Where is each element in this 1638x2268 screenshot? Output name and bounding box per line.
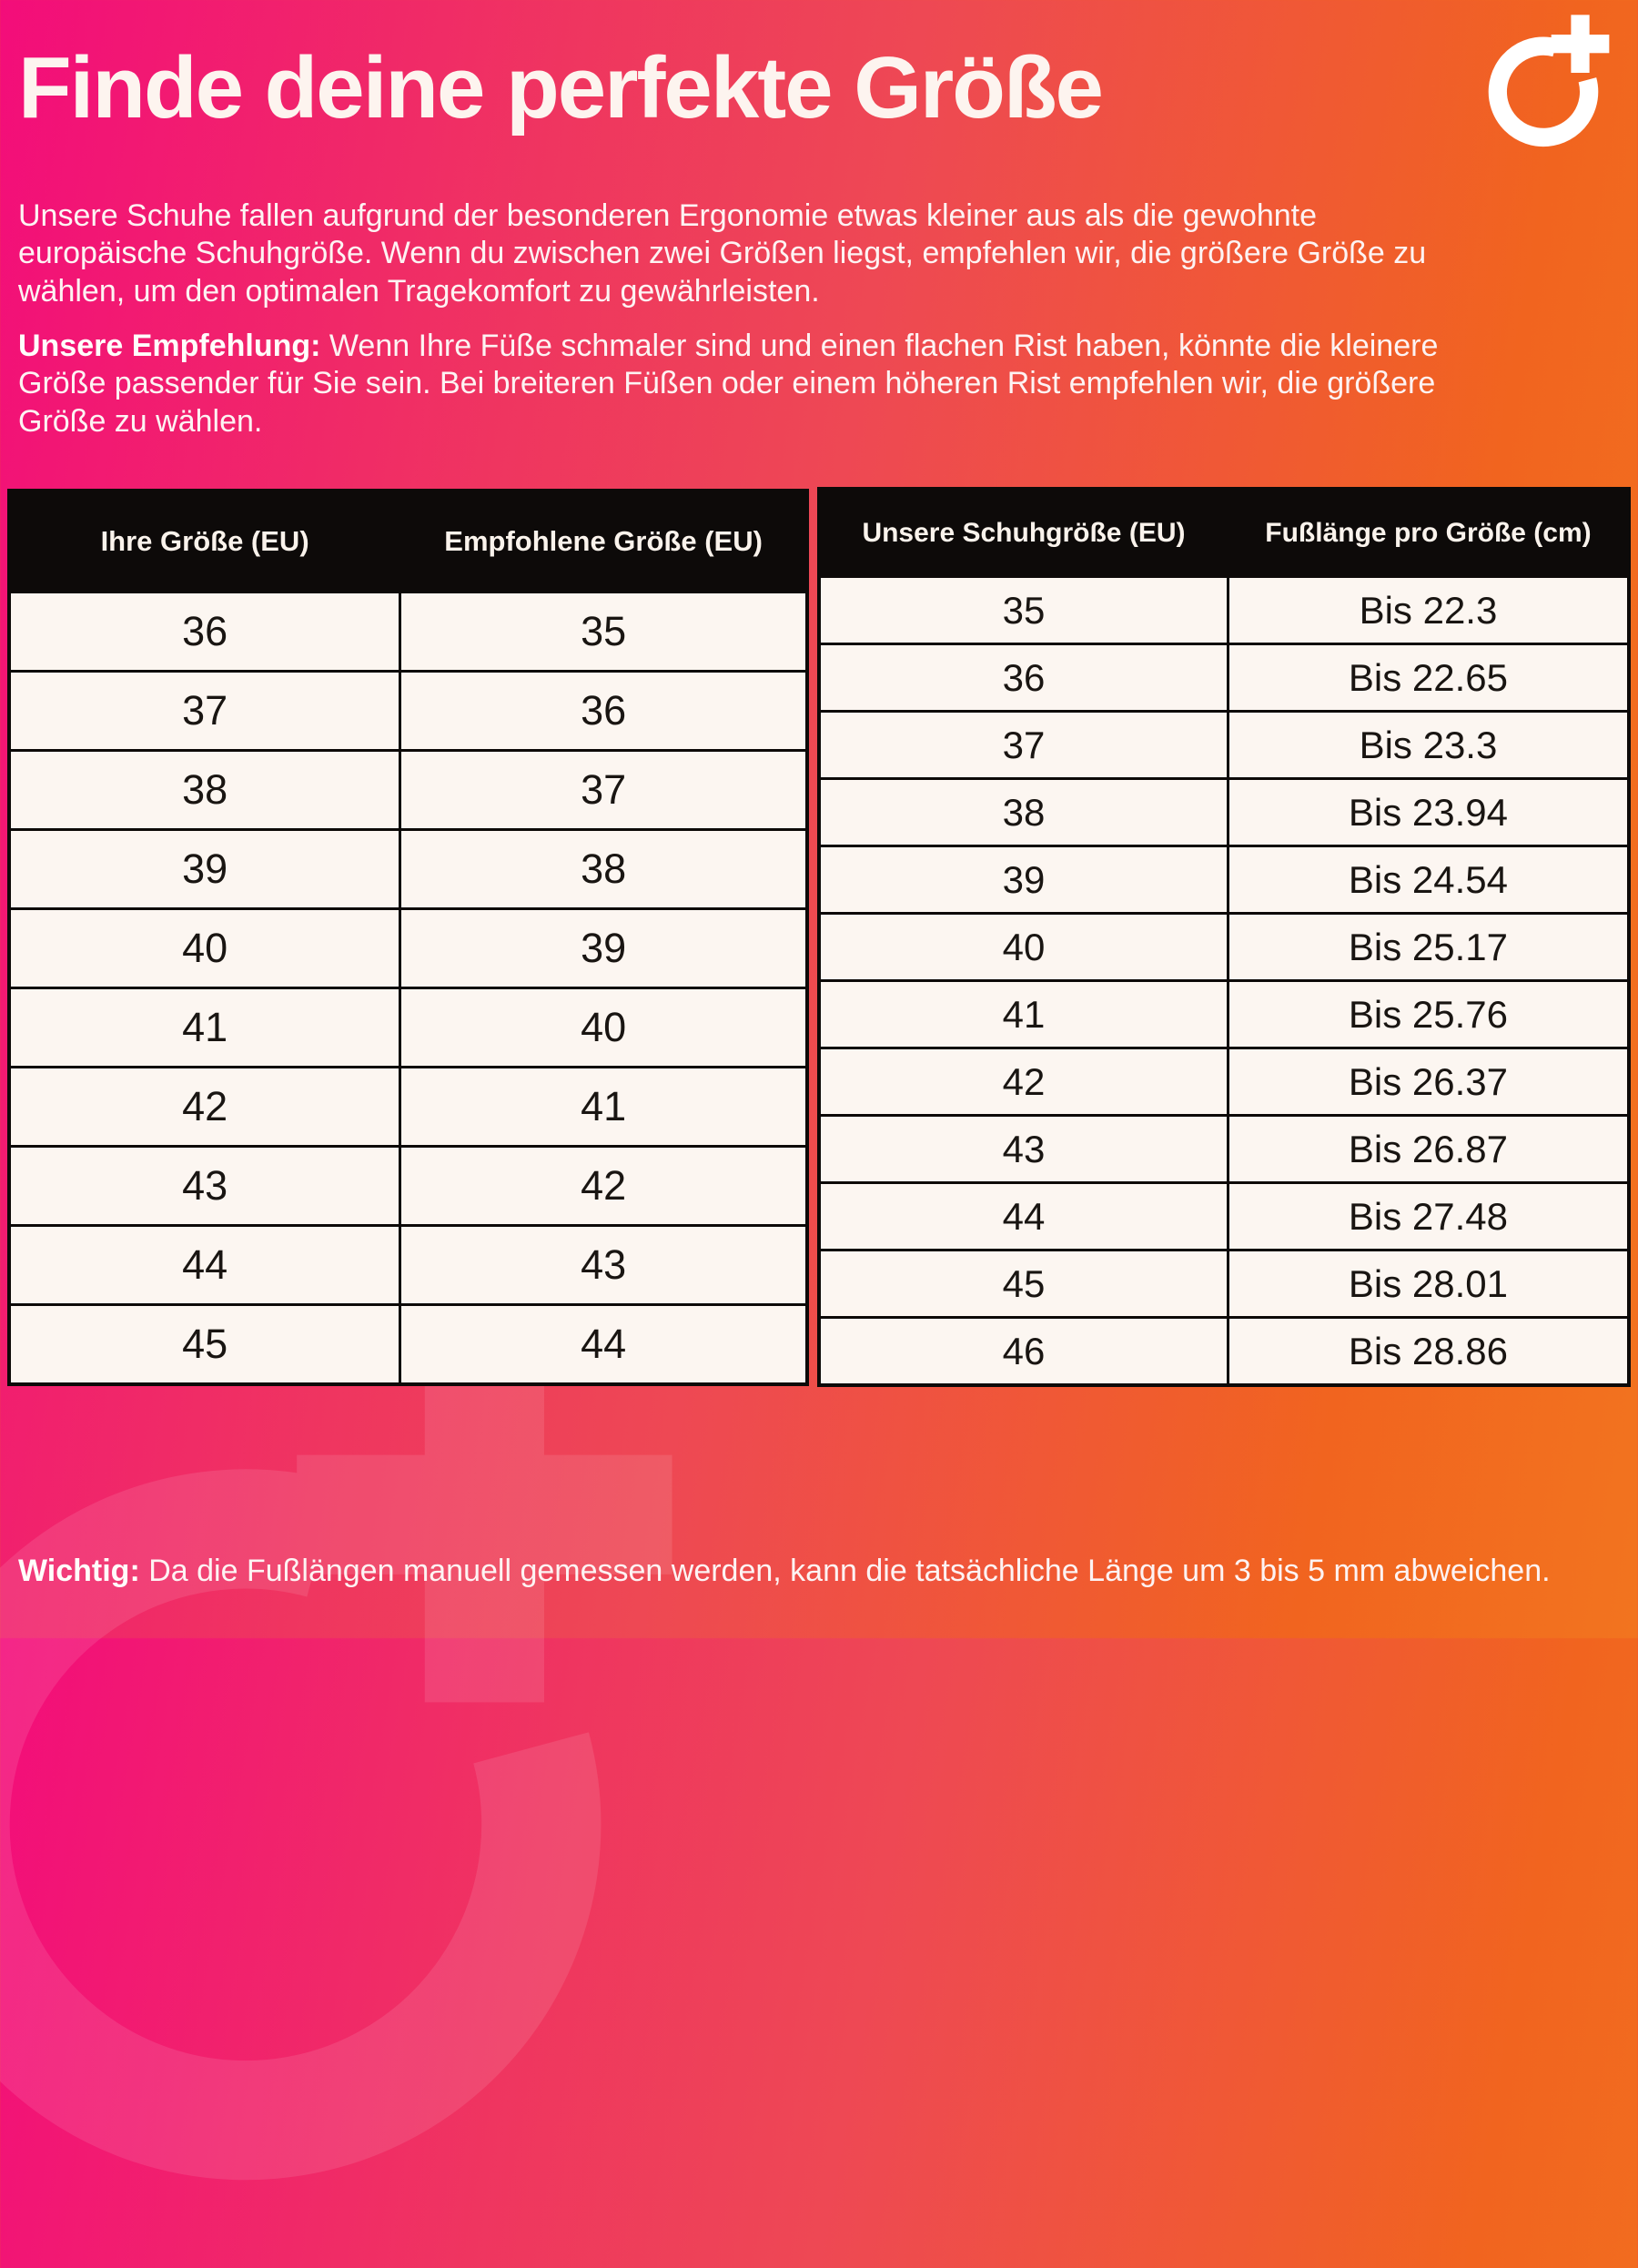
foot-length-table: [817, 487, 1631, 1387]
recommendation-paragraph: [18, 328, 1442, 440]
table-cell: 35: [400, 592, 807, 672]
column-header-recommended-size: Empfohlene Größe (EU): [400, 491, 807, 592]
table-cell: Bis 25.17: [1228, 914, 1629, 981]
table-cell: 41: [819, 981, 1228, 1048]
table-cell: 37: [9, 672, 400, 751]
table-cell: 41: [9, 988, 400, 1068]
table-cell: Bis 28.01: [1228, 1250, 1629, 1318]
table-cell: Bis 22.3: [1228, 577, 1629, 644]
table-cell: 40: [400, 988, 807, 1068]
page-title: Finde deine perfekte Größe: [18, 39, 1102, 137]
column-header-our-shoe-size: Unsere Schuhgröße (EU): [819, 489, 1228, 577]
table-cell: 40: [9, 909, 400, 988]
table-row: [819, 1116, 1629, 1183]
table-cell: 38: [819, 779, 1228, 846]
table-cell: 39: [9, 830, 400, 909]
table-row: [819, 1183, 1629, 1250]
recommendation-label: Unsere Empfehlung:: [18, 329, 321, 363]
table-row: [9, 1068, 807, 1147]
recommendation-text: Wenn Ihre Füße schmaler sind und einen flachen Rist haben, könnte die kleinere Größe passender für Sie sein. Bei breiteren Füßen oder einem höheren Rist empfehlen wir, die größere Größe zu wählen.: [18, 329, 1439, 439]
footer-note: [18, 1553, 1583, 1590]
table-cell: 36: [819, 644, 1228, 712]
table-cell: 41: [400, 1068, 807, 1147]
table-row: [819, 1250, 1629, 1318]
foot-length-table-head: [819, 489, 1629, 577]
table-cell: Bis 27.48: [1228, 1183, 1629, 1250]
table-row: [819, 914, 1629, 981]
foot-length-table-body: [819, 577, 1629, 1386]
table-cell: 45: [819, 1250, 1228, 1318]
table-cell: 43: [9, 1147, 400, 1226]
table-row: [9, 672, 807, 751]
table-header-row: [819, 489, 1629, 577]
table-row: [9, 1305, 807, 1385]
intro-paragraph: [18, 197, 1442, 310]
table-row: [9, 830, 807, 909]
table-cell: 37: [819, 712, 1228, 779]
table-cell: 39: [819, 846, 1228, 914]
table-row: [819, 846, 1629, 914]
table-cell: 39: [400, 909, 807, 988]
table-cell: 44: [9, 1226, 400, 1305]
table-row: [9, 751, 807, 830]
table-header-row: [9, 491, 807, 592]
table-row: [9, 909, 807, 988]
table-cell: 45: [9, 1305, 400, 1385]
table-row: [9, 1147, 807, 1226]
table-cell: 44: [819, 1183, 1228, 1250]
table-cell: 38: [400, 830, 807, 909]
table-cell: Bis 26.37: [1228, 1048, 1629, 1116]
table-cell: 42: [9, 1068, 400, 1147]
table-row: [819, 1318, 1629, 1386]
table-row: [9, 988, 807, 1068]
table-row: [819, 577, 1629, 644]
table-cell: 40: [819, 914, 1228, 981]
table-cell: Bis 23.3: [1228, 712, 1629, 779]
table-cell: Bis 28.86: [1228, 1318, 1629, 1386]
table-cell: Bis 22.65: [1228, 644, 1629, 712]
column-header-your-size: Ihre Größe (EU): [9, 491, 400, 592]
table-cell: Bis 23.94: [1228, 779, 1629, 846]
watermark-circle-plus-logo-icon: [0, 1301, 701, 2268]
table-row: [819, 981, 1629, 1048]
table-cell: Bis 25.76: [1228, 981, 1629, 1048]
size-conversion-table-body: [9, 592, 807, 1385]
table-row: [819, 712, 1629, 779]
table-cell: 42: [819, 1048, 1228, 1116]
table-row: [819, 779, 1629, 846]
table-cell: 43: [400, 1226, 807, 1305]
footer-note-label: Wichtig:: [18, 1554, 140, 1588]
table-row: [9, 1226, 807, 1305]
table-cell: 43: [819, 1116, 1228, 1183]
table-cell: Bis 24.54: [1228, 846, 1629, 914]
table-cell: 44: [400, 1305, 807, 1385]
intro-text: Unsere Schuhe fallen aufgrund der besonderen Ergonomie etwas kleiner aus als die gewohnte europäische Schuhgröße. Wenn du zwischen zwei Größen liegst, empfehlen wir, die größere Größe zu wählen, um den optimalen Tragekomfort zu gewährleisten.: [18, 198, 1427, 309]
table-cell: 36: [9, 592, 400, 672]
table-row: [819, 644, 1629, 712]
table-row: [9, 592, 807, 672]
table-cell: 36: [400, 672, 807, 751]
table-cell: 37: [400, 751, 807, 830]
table-cell: 35: [819, 577, 1228, 644]
table-cell: 42: [400, 1147, 807, 1226]
size-conversion-table-head: [9, 491, 807, 592]
brand-circle-plus-logo-icon: [1465, 11, 1622, 160]
table-row: [819, 1048, 1629, 1116]
size-conversion-table: [7, 489, 809, 1386]
table-cell: Bis 26.87: [1228, 1116, 1629, 1183]
table-cell: 46: [819, 1318, 1228, 1386]
footer-note-text: Da die Fußlängen manuell gemessen werden, kann die tatsächliche Länge um 3 bis 5 mm abweichen.: [139, 1554, 1551, 1588]
table-cell: 38: [9, 751, 400, 830]
column-header-foot-length: Fußlänge pro Größe (cm): [1228, 489, 1629, 577]
